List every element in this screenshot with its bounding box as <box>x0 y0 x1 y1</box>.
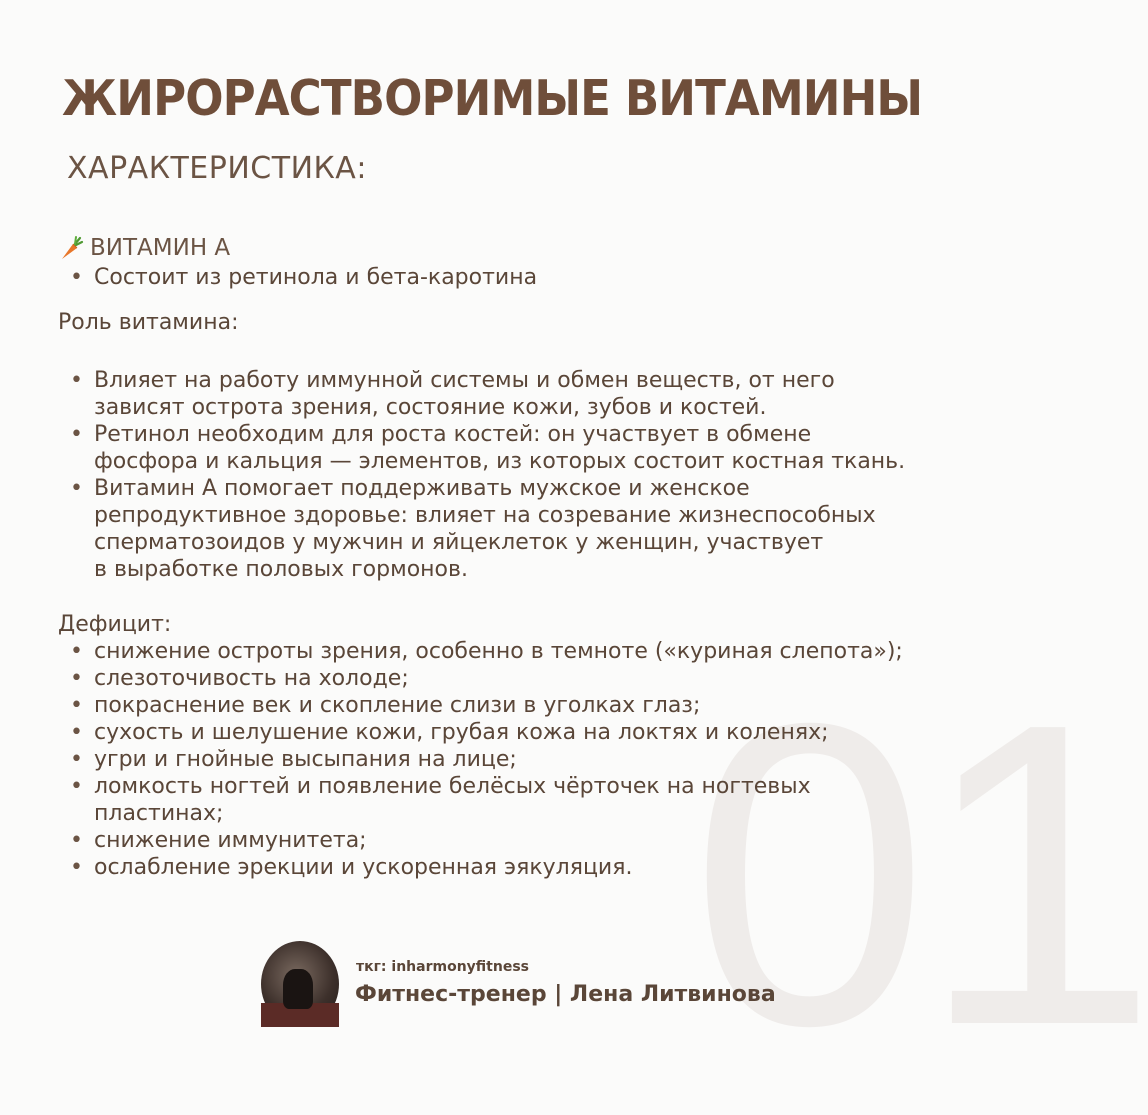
list-item <box>58 719 1058 746</box>
carrot-icon <box>58 235 84 261</box>
page-title: ЖИРОРАСТВОРИМЫЕ ВИТАМИНЫ <box>62 70 923 127</box>
main-content <box>58 232 1058 881</box>
line: • слезоточивость на холоде; <box>94 666 409 691</box>
line: • Ретинол необходим для роста костей: он участвует в обмене <box>94 422 812 447</box>
list-item <box>58 692 1058 719</box>
deficit-label: Дефицит: <box>58 612 172 637</box>
line: • ослабление эрекции и ускоренная эякуляция. <box>94 855 633 880</box>
line: • Витамин А помогает поддерживать мужское и женское <box>94 476 750 501</box>
list-item <box>58 264 1058 291</box>
role-label: Роль витамина: <box>58 310 239 335</box>
line: • снижение иммунитета; <box>94 828 367 853</box>
vitamin-heading <box>58 232 1058 264</box>
line: • угри и гнойные высыпания на лице; <box>94 747 517 772</box>
line: • покраснение век и скопление слизи в уголках глаз; <box>94 693 701 718</box>
line: • сухость и шелушение кожи, грубая кожа на локтях и коленях; <box>94 720 829 745</box>
list-item <box>58 421 1058 475</box>
line: • ломкость ногтей и появление белёсых чёрточек на ногтевых <box>94 774 811 799</box>
list-item <box>58 773 1058 827</box>
line: в выработке половых гормонов. <box>94 557 468 582</box>
vitamin-name: ВИТАМИН А <box>90 234 231 261</box>
line: • Влияет на работу иммунной системы и обмен веществ, от него <box>94 368 835 393</box>
deficit-list <box>58 638 1058 881</box>
list-item <box>58 746 1058 773</box>
line: пластинах; <box>94 801 224 826</box>
avatar-figure <box>283 969 313 1009</box>
list-item <box>58 367 1058 421</box>
list-item <box>58 827 1058 854</box>
list-item <box>58 638 1058 665</box>
list-item <box>58 854 1058 881</box>
section-subtitle: ХАРАКТЕРИСТИКА: <box>67 151 367 186</box>
list-item <box>58 665 1058 692</box>
role-list <box>58 367 1058 583</box>
footer-author-name: Фитнес-тренер | Лена Литвинова <box>355 982 776 1007</box>
list-item <box>58 475 1058 583</box>
page-number-watermark: 01 <box>690 635 1148 1115</box>
line: репродуктивное здоровье: влияет на созревание жизнеспособных <box>94 503 876 528</box>
avatar <box>261 941 339 1027</box>
line: • снижение остроты зрения, особенно в темноте («куриная слепота»); <box>94 639 903 664</box>
footer-telegram-handle: ткг: inharmonyfitness <box>356 959 529 975</box>
line: зависят острота зрения, состояние кожи, зубов и костей. <box>94 395 767 420</box>
composition-text: Состоит из ретинола и бета-каротина <box>94 265 538 290</box>
vitamin-composition-list <box>58 264 1058 291</box>
line: фосфора и кальция — элементов, из которых состоит костная ткань. <box>94 449 906 474</box>
line: сперматозоидов у мужчин и яйцеклеток у женщин, участвует <box>94 530 824 555</box>
